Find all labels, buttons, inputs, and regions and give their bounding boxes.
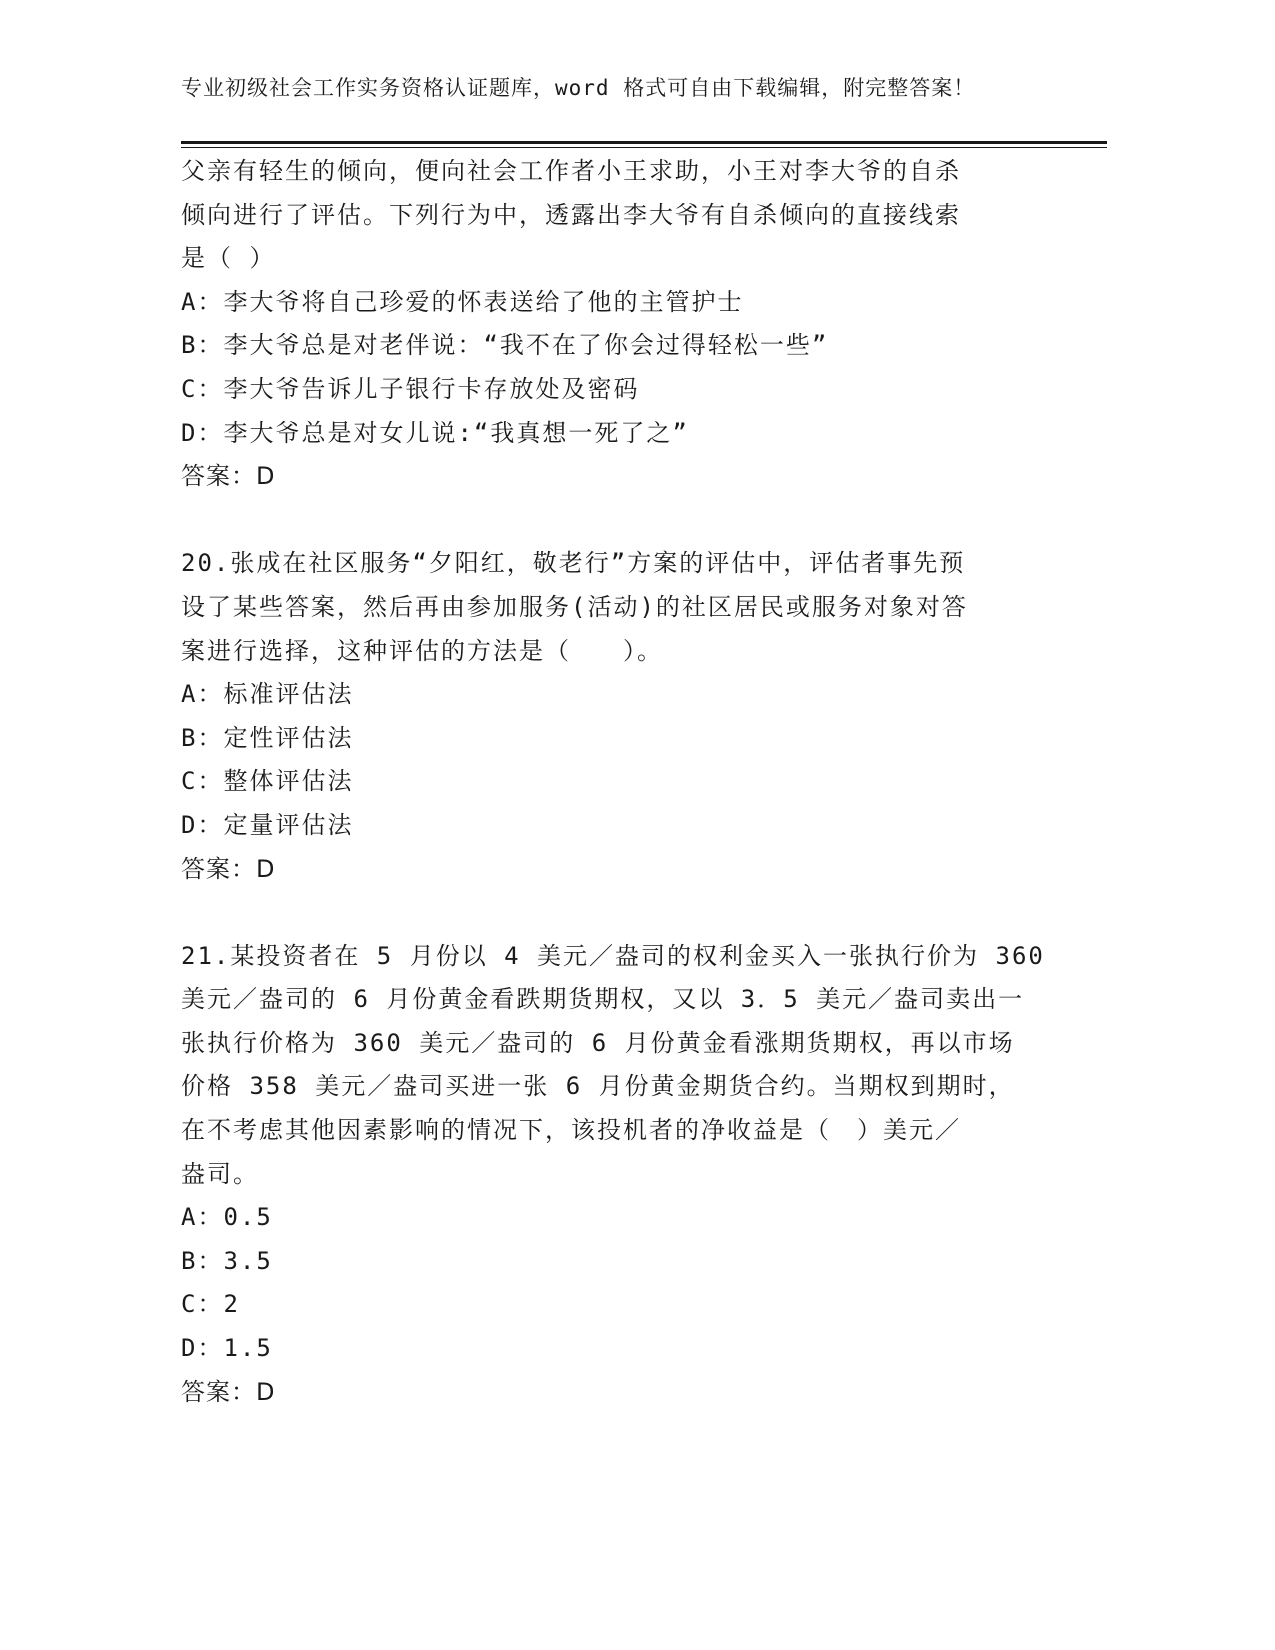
question-stem-line: 美元／盎司的 6 月份黄金看跌期货期权，又以 3．5 美元／盎司卖出一 [181, 985, 1025, 1014]
answer-line: 答案：D [181, 854, 276, 883]
question-stem-line: 盎司。 [181, 1159, 259, 1188]
page-header: 专业初级社会工作实务资格认证题库，word 格式可自由下载编辑，附完整答案！ [181, 76, 976, 100]
option-c: C：2 [181, 1290, 240, 1319]
question-stem-line: 张执行价格为 360 美元／盎司的 6 月份黄金看涨期货期权，再以市场 [181, 1028, 1015, 1057]
option-a: A：李大爷将自己珍爱的怀表送给了他的主管护士 [181, 287, 744, 316]
question-stem-line: 价格 358 美元／盎司买进一张 6 月份黄金期货合约。当期权到期时， [181, 1072, 1015, 1101]
answer-line: 答案：D [181, 1377, 276, 1406]
option-b: B：李大爷总是对老伴说：“我不在了你会过得轻松一些” [181, 331, 829, 360]
question-stem-line: 是（ ） [181, 244, 276, 273]
option-c: C：李大爷告诉儿子银行卡存放处及密码 [181, 374, 640, 403]
header-rule-thin [181, 147, 1107, 148]
header-rule-thick [181, 141, 1107, 144]
question-stem-line: 21.某投资者在 5 月份以 4 美元／盎司的权利金买入一张执行价为 360 [181, 941, 1045, 970]
option-d: D：1.5 [181, 1334, 273, 1363]
question-20 [181, 542, 1081, 891]
question-stem-line: 案进行选择，这种评估的方法是（ ）。 [181, 636, 663, 665]
question-stem-line: 倾向进行了评估。下列行为中，透露出李大爷有自杀倾向的直接线索 [181, 200, 961, 229]
answer-line: 答案：D [181, 462, 276, 491]
option-b: B：定性评估法 [181, 723, 354, 752]
question-stem-line: 设了某些答案，然后再由参加服务(活动)的社区居民或服务对象对答 [181, 592, 968, 621]
option-b: B：3.5 [181, 1246, 273, 1275]
question-stem-line: 父亲有轻生的倾向，便向社会工作者小王求助，小王对李大爷的自杀 [181, 157, 961, 185]
option-d: D：李大爷总是对女儿说:“我真想一死了之” [181, 418, 689, 447]
option-a: A：0.5 [181, 1203, 273, 1232]
question-list [181, 150, 1081, 1414]
question-21 [181, 935, 1081, 1415]
question-19 [181, 150, 1081, 499]
option-d: D：定量评估法 [181, 810, 354, 839]
question-stem-line: 在不考虑其他因素影响的情况下，该投机者的净收益是（ ）美元／ [181, 1116, 961, 1145]
option-c: C：整体评估法 [181, 767, 354, 796]
option-a: A：标准评估法 [181, 680, 354, 709]
question-stem-line: 20.张成在社区服务“夕阳红，敬老行”方案的评估中，评估者事先预 [181, 549, 966, 578]
spacer [181, 891, 1081, 935]
spacer [181, 499, 1081, 543]
